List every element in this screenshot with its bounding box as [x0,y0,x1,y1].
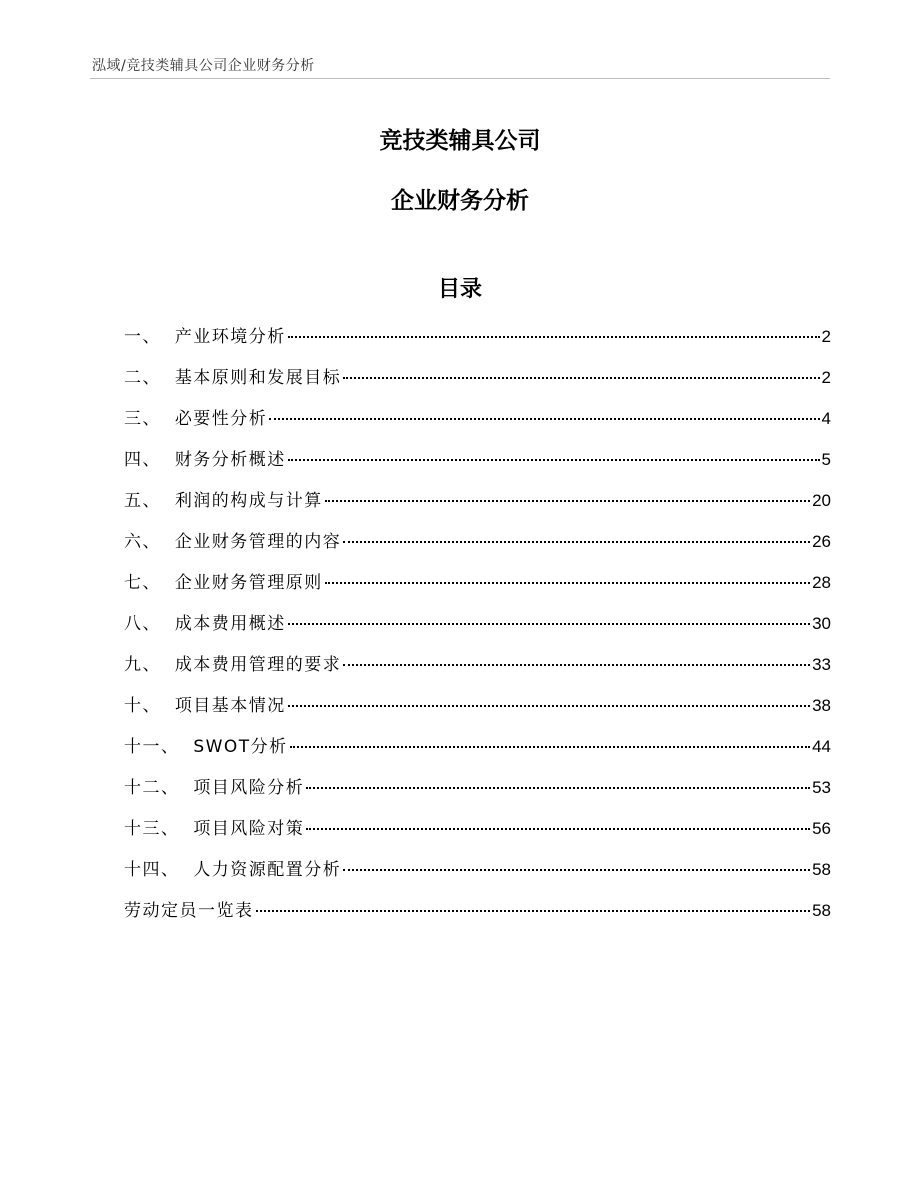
toc-entry-number: 九、 [124,655,175,675]
toc-leader-dots [343,869,810,871]
toc-heading: 目录 [437,277,482,302]
toc-entry[interactable] [124,363,831,404]
toc-entry-title: 成本费用管理的要求 [174,655,342,675]
toc-entry-number: 八、 [124,614,175,634]
toc-leader-dots [306,787,810,789]
toc-entry-page: 20 [812,491,831,510]
toc-entry-number: 三、 [124,409,175,429]
toc-entry-number: 五、 [124,491,175,511]
toc-entry-page: 2 [821,327,831,346]
toc-leader-dots [325,500,810,502]
toc-entry-title: 项目风险分析 [193,778,305,798]
toc-entry-title: 人力资源配置分析 [193,860,342,880]
toc-leader-dots [306,828,810,830]
toc-leader-dots [256,910,811,912]
document-title-line1: 竞技类辅具公司 [379,128,541,154]
toc-entry-title: 成本费用概述 [174,614,286,634]
toc-entry-title: 财务分析概述 [174,450,286,470]
toc-leader-dots [325,582,810,584]
toc-entry-page: 56 [812,819,831,838]
toc-entry-title: 企业财务管理原则 [174,573,323,593]
toc-leader-dots [343,377,819,379]
toc-entry[interactable] [124,732,831,773]
toc-entry-number: 十四、 [124,860,194,880]
running-header: 泓域/竞技类辅具公司企业财务分析 [92,58,315,74]
toc-entry-title: 项目基本情况 [174,696,286,716]
toc-entry-number: 七、 [124,573,175,593]
toc-entry[interactable] [124,650,831,691]
toc-leader-dots [288,705,810,707]
toc-entry-number: 一、 [124,327,175,347]
toc-entry[interactable] [124,896,831,937]
toc-entry-number: 十二、 [124,778,194,798]
toc-entry-title: 必要性分析 [174,409,268,429]
toc-entry-page: 38 [812,696,831,715]
toc-entry-page: 2 [821,368,831,387]
document-title-line2: 企业财务分析 [391,188,529,214]
toc-entry-number: 六、 [124,532,175,552]
toc-entry[interactable] [124,691,831,732]
toc-entry-page: 58 [812,901,831,920]
toc-entry-page: 53 [812,778,831,797]
toc-entry[interactable] [124,855,831,896]
toc-entry-page: 28 [812,573,831,592]
toc-entry-title: 利润的构成与计算 [174,491,323,511]
toc-entry[interactable] [124,773,831,814]
toc-leader-dots [269,418,819,420]
toc-leader-dots [288,623,810,625]
toc-entry-title: 劳动定员一览表 [124,901,254,921]
toc-entry[interactable] [124,568,831,609]
toc-entry-page: 33 [812,655,831,674]
toc-leader-dots [343,541,810,543]
toc-entry-page: 26 [812,532,831,551]
toc-entry[interactable] [124,486,831,527]
toc-entry[interactable] [124,445,831,486]
toc-leader-dots [290,746,810,748]
toc-entry-page: 4 [821,409,831,428]
toc-entry-number: 四、 [124,450,175,470]
toc-entry-number: 十一、 [124,737,194,757]
toc-entry-page: 44 [812,737,831,756]
toc-entry-number: 十三、 [124,819,194,839]
toc-entry-number: 十、 [124,696,175,716]
table-of-contents [124,322,831,937]
toc-entry-title: 产业环境分析 [174,327,286,347]
toc-entry-page: 5 [821,450,831,469]
toc-entry[interactable] [124,527,831,568]
toc-entry[interactable] [124,404,831,445]
toc-leader-dots [288,336,820,338]
toc-leader-dots [343,664,810,666]
header-rule [90,78,830,79]
toc-entry[interactable] [124,609,831,650]
toc-entry-page: 30 [812,614,831,633]
toc-leader-dots [288,459,820,461]
toc-entry[interactable] [124,814,831,855]
toc-entry-title: 项目风险对策 [193,819,305,839]
toc-entry-page: 58 [812,860,831,879]
toc-entry[interactable] [124,322,831,363]
toc-entry-number: 二、 [124,368,175,388]
toc-entry-title: SWOT分析 [193,737,288,757]
toc-entry-title: 基本原则和发展目标 [174,368,342,388]
toc-entry-title: 企业财务管理的内容 [174,532,342,552]
